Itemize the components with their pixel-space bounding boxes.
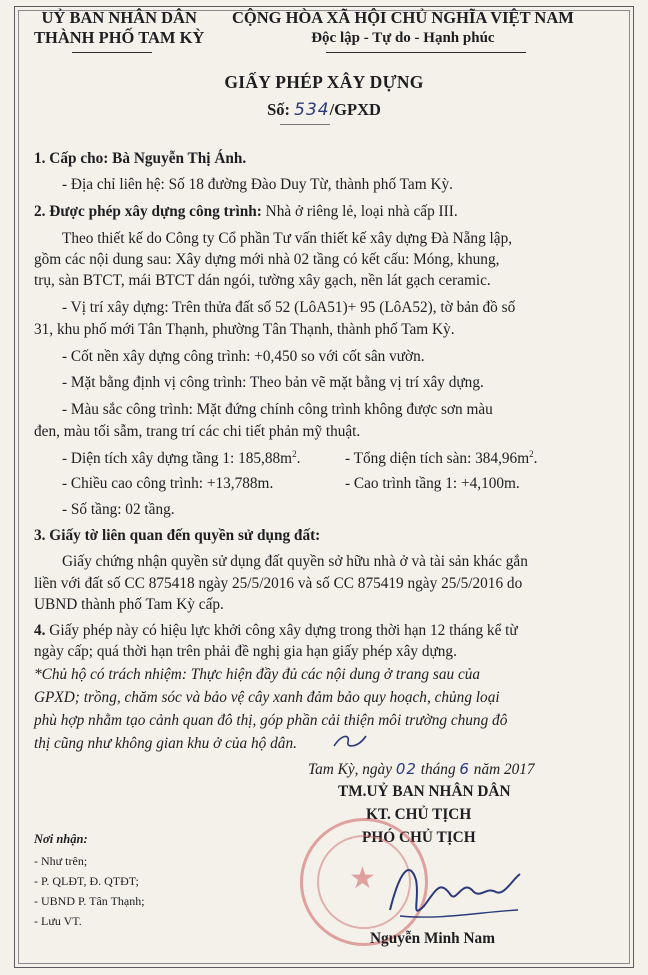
floor-count: - Số tầng: 02 tầng. bbox=[62, 501, 175, 518]
issue-day: 02 bbox=[395, 760, 417, 778]
color-line2: đen, màu tối sẫm, trang trí các chi tiết phản mỹ thuật. bbox=[34, 423, 361, 440]
signer-org: TM.UỶ BAN NHÂN DÂN bbox=[338, 783, 511, 800]
section1-address: - Địa chỉ liên hệ: Số 18 đường Đào Duy Từ, thành phố Tam Kỳ. bbox=[62, 176, 453, 193]
document-title: GIẤY PHÉP XÂY DỰNG bbox=[224, 72, 424, 92]
recipients-title: Nơi nhận: bbox=[34, 832, 88, 846]
document-number bbox=[0, 100, 648, 120]
section4-line2: ngày cấp; quá thời hạn trên phải đề nghị gia hạn giấy phép xây dựng. bbox=[34, 643, 457, 660]
total-floor-area-text: - Tổng diện tích sàn: 384,96m bbox=[345, 450, 530, 468]
section2-heading bbox=[34, 203, 458, 221]
color-line1: - Màu sắc công trình: Mặt đứng chính công trình không được sơn màu bbox=[62, 401, 493, 418]
issue-year: năm 2017 bbox=[473, 761, 535, 778]
number-suffix: /GPXD bbox=[329, 100, 381, 119]
section1-heading: 1. Cấp cho: Bà Nguyễn Thị Ánh. bbox=[34, 150, 247, 167]
total-floor-area bbox=[345, 449, 537, 468]
ground-floor-area-end: . bbox=[296, 450, 301, 468]
signer-name: Nguyễn Minh Nam bbox=[370, 930, 495, 947]
location-line1: - Vị trí xây dựng: Trên thửa đất số 52 (LôA51)+ 95 (LôA52), tờ bản đồ số bbox=[62, 299, 516, 316]
design-line1: Theo thiết kế do Công ty Cổ phần Tư vấn thiết kế xây dựng Đà Nẵng lập, bbox=[62, 230, 513, 247]
national-title: CỘNG HÒA XÃ HỘI CHỦ NGHĨA VIỆT NAM bbox=[232, 8, 574, 27]
national-motto: Độc lập - Tự do - Hạnh phúc bbox=[311, 30, 495, 46]
recipient-item: - UBND P. Tân Thạnh; bbox=[34, 894, 145, 908]
number-dotted-line bbox=[280, 124, 330, 125]
total-floor-area-end: . bbox=[533, 450, 538, 468]
design-line2: gồm các nội dung sau: Xây dựng mới nhà 02 tầng có kết cấu: Móng, khung, bbox=[34, 251, 500, 268]
site-layout: - Mặt bằng định vị công trình: Theo bản vẽ mặt bằng vị trí xây dựng. bbox=[62, 374, 484, 391]
section4-line1-text: Giấy phép này có hiệu lực khởi công xây dựng trong thời hạn 12 tháng kể từ bbox=[45, 622, 518, 639]
total-floor-area-sup: 2 bbox=[529, 449, 534, 459]
handwritten-mark bbox=[330, 728, 370, 752]
section3-line1: Giấy chứng nhận quyền sử dụng đất quyền sở hữu nhà ở và tài sản khác gắn bbox=[62, 553, 528, 570]
section3-line3: UBND thành phố Tam Kỳ cấp. bbox=[34, 596, 224, 613]
signer-for: KT. CHỦ TỊCH bbox=[366, 806, 472, 823]
first-floor-height: - Cao trình tầng 1: +4,100m. bbox=[345, 475, 520, 492]
note-line3: phù hợp nhằm tạo cảnh quan đô thị, góp phần cải thiện môi trường chung đô bbox=[34, 712, 508, 729]
ground-floor-area-sup: 2 bbox=[292, 449, 297, 459]
note-line1: *Chủ hộ có trách nhiệm: Thực hiện đầy đủ các nội dung ở trang sau của bbox=[34, 666, 481, 683]
section2-heading-rest: Nhà ở riêng lẻ, loại nhà cấp III. bbox=[261, 203, 458, 220]
recipient-item: - P. QLĐT, Đ. QTĐT; bbox=[34, 874, 139, 888]
recipient-item: - Như trên; bbox=[34, 854, 88, 868]
issuer-line2: THÀNH PHỐ TAM KỲ bbox=[34, 28, 205, 47]
motto-underline bbox=[326, 52, 526, 53]
foundation-level: - Cốt nền xây dựng công trình: +0,450 so với cốt sân vườn. bbox=[62, 348, 425, 365]
ground-floor-area bbox=[62, 449, 300, 468]
issue-month-label: tháng bbox=[420, 761, 456, 778]
issue-month: 6 bbox=[459, 760, 470, 778]
signature-scribble bbox=[380, 850, 530, 930]
seal-star-icon: ★ bbox=[349, 862, 376, 895]
section4-line1 bbox=[34, 622, 518, 640]
issuer-line1: UỶ BAN NHÂN DÂN bbox=[41, 8, 197, 27]
issue-place: Tam Kỳ, ngày bbox=[308, 761, 392, 778]
section3-heading: 3. Giấy tờ liên quan đến quyền sử dụng đất: bbox=[34, 527, 321, 544]
recipient-item: - Lưu VT. bbox=[34, 914, 82, 928]
note-line4: thị cũng như không gian khu ở của hộ dân. bbox=[34, 735, 297, 752]
building-height: - Chiều cao công trình: +13,788m. bbox=[62, 475, 274, 492]
signer-role: PHÓ CHỦ TỊCH bbox=[362, 829, 476, 846]
number-handwritten: 534 bbox=[294, 100, 330, 120]
issue-date bbox=[308, 760, 535, 779]
issuer-block bbox=[34, 8, 204, 48]
section2-heading-bold: 2. Được phép xây dựng công trình: bbox=[34, 203, 262, 220]
national-header bbox=[232, 8, 574, 48]
design-line3: trụ, sàn BTCT, mái BTCT dán ngói, tường xây gạch, nền lát gạch ceramic. bbox=[34, 272, 491, 289]
section4-number: 4. bbox=[34, 622, 46, 639]
note-line2: GPXD; trồng, chăm sóc và bảo vệ cây xanh đảm bảo quy hoạch, chủng loại bbox=[34, 689, 500, 706]
issuer-underline bbox=[72, 52, 152, 53]
ground-floor-area-text: - Diện tích xây dựng tầng 1: 185,88m bbox=[62, 450, 293, 468]
location-line2: 31, khu phố mới Tân Thạnh, phường Tân Thạnh, thành phố Tam Kỳ. bbox=[34, 321, 455, 338]
number-prefix: Số: bbox=[267, 100, 290, 119]
section3-line2: liền với đất số CC 875418 ngày 25/5/2016 và số CC 875419 ngày 25/5/2016 do bbox=[34, 575, 523, 592]
